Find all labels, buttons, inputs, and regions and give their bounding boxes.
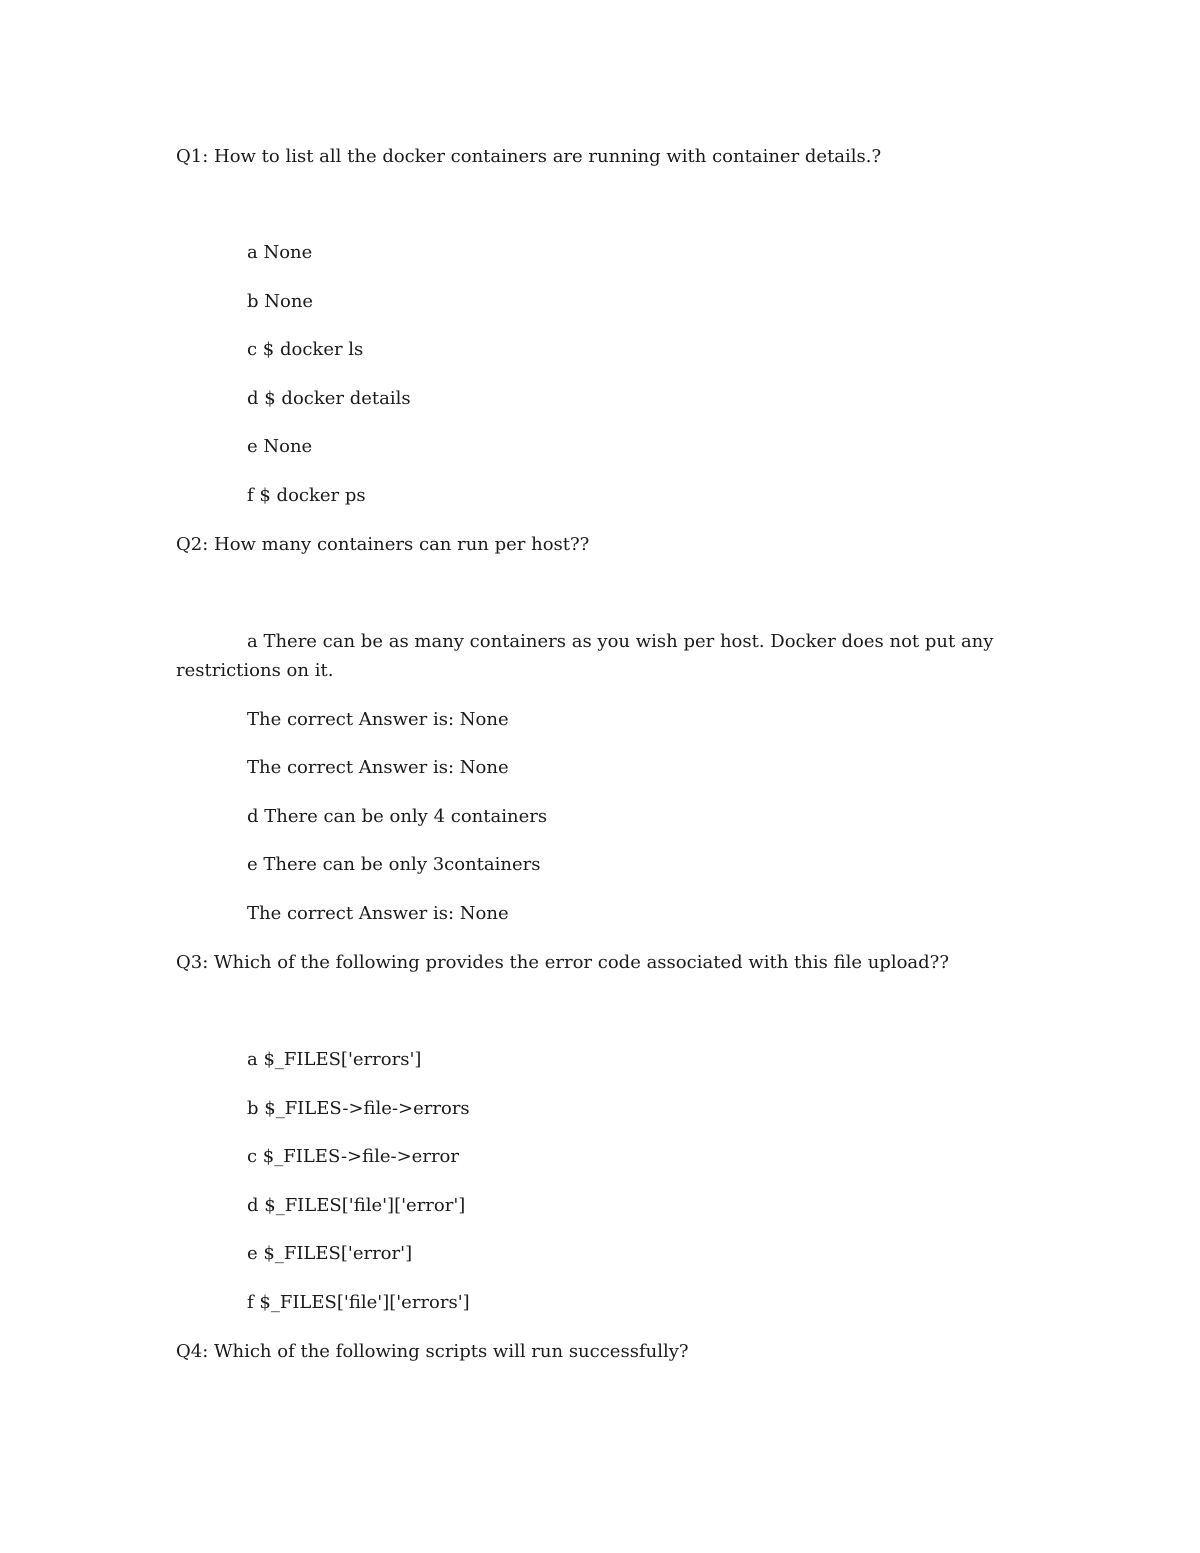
question-2: Q2: How many containers can run per host?? bbox=[176, 534, 590, 555]
q1-option-d: d $ docker details bbox=[247, 388, 411, 409]
question-3: Q3: Which of the following provides the error code associated with this file upload?? bbox=[176, 952, 949, 973]
q3-option-b: b $_FILES->file->errors bbox=[247, 1098, 470, 1119]
q2-option-a: a There can be as many containers as you wish per host. Docker does not put any restrictions on it. bbox=[176, 631, 994, 681]
q1-option-c: c $ docker ls bbox=[247, 339, 364, 360]
q2-option-d: d There can be only 4 containers bbox=[247, 806, 548, 827]
q1-option-e: e None bbox=[247, 436, 313, 457]
q2-answer-b: The correct Answer is: None bbox=[247, 709, 509, 730]
q3-option-d: d $_FILES['file']['error'] bbox=[247, 1195, 466, 1216]
q2-answer-c: The correct Answer is: None bbox=[247, 757, 509, 778]
q3-option-f: f $_FILES['file']['errors'] bbox=[247, 1292, 470, 1313]
q3-option-e: e $_FILES['error'] bbox=[247, 1243, 413, 1264]
question-4: Q4: Which of the following scripts will run successfully? bbox=[176, 1341, 689, 1362]
q2-answer-f: The correct Answer is: None bbox=[247, 903, 509, 924]
q1-option-a: a None bbox=[247, 242, 313, 263]
q2-option-e: e There can be only 3containers bbox=[247, 854, 541, 875]
q3-option-c: c $_FILES->file->error bbox=[247, 1146, 459, 1167]
question-1: Q1: How to list all the docker containers are running with container details.? bbox=[176, 146, 882, 167]
q1-option-b: b None bbox=[247, 291, 314, 312]
q3-option-a: a $_FILES['errors'] bbox=[247, 1049, 422, 1070]
q1-option-f: f $ docker ps bbox=[247, 485, 366, 506]
